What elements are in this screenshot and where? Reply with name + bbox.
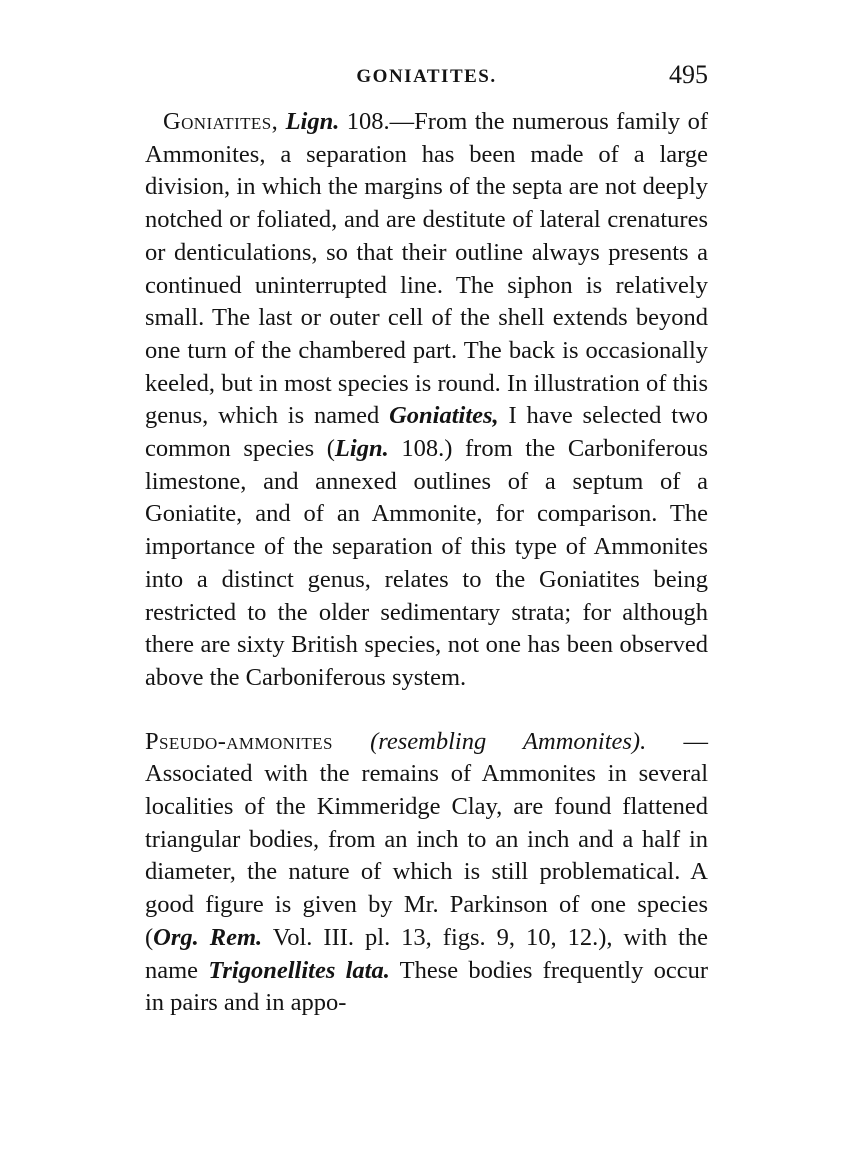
paragraph-head-word: Pseudo-ammonites	[145, 727, 333, 755]
running-title: GONIATITES.	[356, 66, 497, 87]
work-reference: Org. Rem.	[153, 923, 263, 951]
species-name: Trigonellites lata.	[208, 956, 390, 984]
genus-name: Goniatites,	[389, 402, 499, 430]
paragraph-goniatites	[145, 106, 708, 695]
paragraph-text: 108.) from the Carboniferous limestone, and annexed outlines of a septum of a Goniatite, and of an Ammonite, for comparison. The importance of the separation of this type of Ammonites into a distinct genus, relates to the Goniatites being restricted to the older sedimentary strata; for although there are sixty British species, not one has been observed above the Carboniferous system.	[145, 435, 708, 691]
paragraph-text: — Associated with the remains of Ammonites in several localities of the Kimmeridge Clay, are found flattened triangular bodies, from an inch to an inch and a half in diameter, the nature of which is still problematical. A good figure is given by Mr. Parkinson of one species (	[145, 727, 708, 951]
figure-reference: Lign.	[334, 435, 389, 463]
body-text	[145, 106, 708, 1020]
paragraph-text: These bodies frequently occur in pairs and in appo-	[145, 956, 708, 1017]
figure-reference: Lign.	[285, 108, 340, 135]
paragraph-text: 108.—From the numerous family of Ammonites, a separation has been made of a large division, in which the margins of the septa are not deeply notched or foliated, and are destitute of lateral crenatures or denticulations, so that their outline always presents a continued uninterrupted line. The siphon is relatively small. The last or outer cell of the shell extends beyond one turn of the chambered part. The back is occasionally keeled, but in most species is round. In illustration of this genus, which is named	[145, 108, 708, 430]
page-number: 495	[669, 60, 708, 89]
paragraph-pseudo-ammonites	[145, 726, 708, 1020]
paragraph-text: Vol. III. pl. 13, figs. 9, 10, 12.), with the name	[145, 923, 708, 984]
paragraph-head-word: Goniatites,	[163, 108, 279, 135]
running-head	[145, 60, 708, 94]
paragraph-text: I have selected two common species (	[145, 402, 708, 463]
gloss-italic: (resembling Ammonites).	[370, 727, 647, 755]
